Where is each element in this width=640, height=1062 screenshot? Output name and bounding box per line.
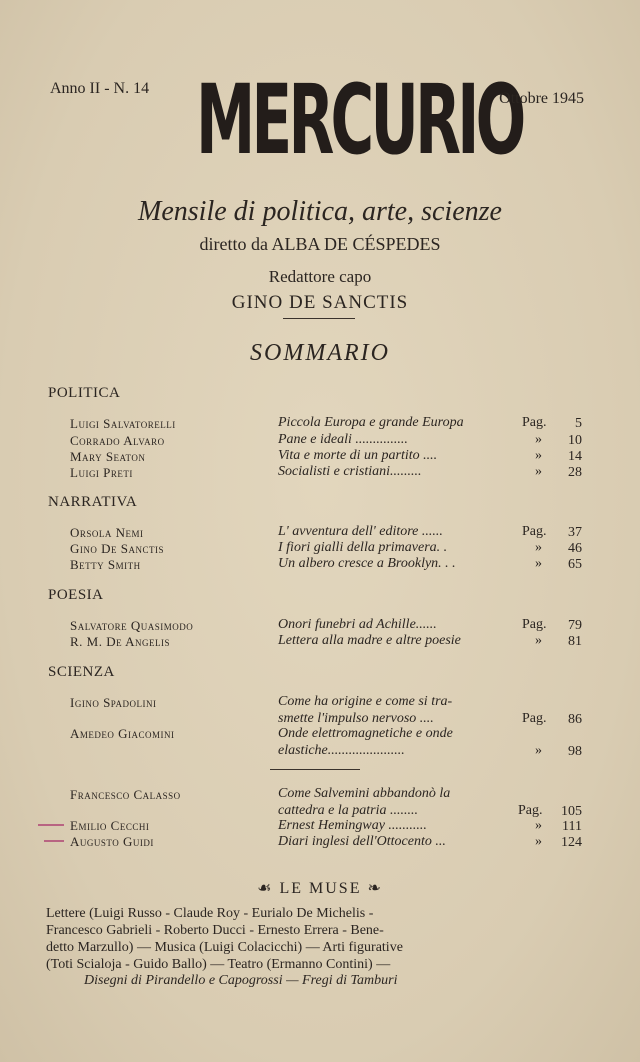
toc-title: Pane e ideali ............... <box>278 432 408 447</box>
toc-page-number: 65 <box>568 557 582 572</box>
toc-page-number: 105 <box>561 804 582 819</box>
editor-name: GINO DE SANCTIS <box>231 292 409 313</box>
toc-title: Socialisti e cristiani......... <box>278 464 422 479</box>
toc-title: Diari inglesi dell'Ottocento ... <box>278 834 446 849</box>
toc-title: Come Salvemini abbandonò la <box>278 786 451 801</box>
toc-page-label: » <box>535 432 542 447</box>
toc-title: Ernest Hemingway ........... <box>278 818 427 833</box>
toc-page-number: 14 <box>568 449 582 464</box>
toc-author: Emilio Cecchi <box>70 818 150 833</box>
toc-page-label: Pag. <box>522 415 547 430</box>
toc-title: Un albero cresce a Brooklyn. . . <box>278 556 456 571</box>
section-heading-poesia: POESIA <box>48 587 104 603</box>
toc-author: Gino De Sanctis <box>70 541 165 556</box>
toc-author: Amedeo Giacomini <box>70 726 175 741</box>
toc-page-number: 111 <box>562 819 582 834</box>
muse-heading <box>0 878 640 898</box>
pen-mark <box>44 840 64 842</box>
toc-page-number: 124 <box>561 835 582 850</box>
toc-title: Onori funebri ad Achille...... <box>278 617 437 632</box>
toc-title: smette l'impulso nervoso .... <box>278 711 434 726</box>
issue-date: Ottobre 1945 <box>499 90 584 107</box>
toc-page-number: 86 <box>568 712 582 727</box>
toc-title: Lettera alla madre e altre poesie <box>278 633 461 648</box>
toc-author: Francesco Calasso <box>70 787 181 802</box>
toc-page-number: 79 <box>568 618 582 633</box>
fleuron-right-icon: ❧ <box>361 880 383 897</box>
toc-page-label: Pag. <box>522 711 547 726</box>
toc-page-label: Pag. <box>518 803 543 818</box>
toc-author: Corrado Alvaro <box>70 433 165 448</box>
toc-page-number: 98 <box>568 744 582 759</box>
divider <box>270 769 360 770</box>
divider <box>283 318 355 319</box>
toc-title: L' avventura dell' editore ...... <box>278 524 443 539</box>
muse-line: detto Marzullo) — Musica (Luigi Colacicchi) — Arti figurative <box>46 940 403 955</box>
toc-page-number: 10 <box>568 433 582 448</box>
issue-number: Anno II - N. 14 <box>50 80 150 97</box>
muse-heading-text: LE MUSE <box>279 880 362 897</box>
toc-page-label: Pag. <box>522 524 547 539</box>
toc-page-label: » <box>535 818 542 833</box>
toc-page-number: 46 <box>568 541 582 556</box>
section-heading-politica: POLITICA <box>48 385 121 401</box>
toc-title: cattedra e la patria ........ <box>278 803 418 818</box>
toc-author: Salvatore Quasimodo <box>70 618 194 633</box>
toc-page-number: 81 <box>568 634 582 649</box>
toc-page-label: » <box>535 448 542 463</box>
contents-title: SOMMARIO <box>250 340 390 366</box>
toc-author: Luigi Salvatorelli <box>70 416 176 431</box>
toc-page-label: » <box>535 556 542 571</box>
toc-page-label: » <box>535 540 542 555</box>
section-heading-narrativa: NARRATIVA <box>48 494 138 510</box>
toc-title: Piccola Europa e grande Europa <box>278 415 464 430</box>
director-line: diretto da ALBA DE CÉSPEDES <box>199 234 441 254</box>
fleuron-left-icon: ☙ <box>257 880 280 897</box>
toc-page-label: » <box>535 464 542 479</box>
toc-title: I fiori gialli della primavera. . <box>278 540 448 555</box>
toc-title: Vita e morte di un partito .... <box>278 448 438 463</box>
toc-page-number: 37 <box>568 525 582 540</box>
toc-page-label: » <box>535 834 542 849</box>
toc-author: R. M. De Angelis <box>70 634 171 649</box>
muse-line: Francesco Gabrieli - Roberto Ducci - Ernesto Errera - Bene- <box>46 923 384 938</box>
toc-page-label: » <box>535 743 542 758</box>
toc-author: Betty Smith <box>70 557 141 572</box>
masthead-title: MERCURIO <box>196 64 523 176</box>
toc-author: Orsola Nemi <box>70 525 144 540</box>
toc-page-number: 28 <box>568 465 582 480</box>
toc-title: Onde elettromagnetiche e onde <box>278 726 453 741</box>
toc-author: Luigi Preti <box>70 465 133 480</box>
section-heading-scienza: SCIENZA <box>48 664 115 680</box>
magazine-subtitle: Mensile di politica, arte, scienze <box>138 196 502 227</box>
toc-title: Come ha origine e come si tra- <box>278 694 453 709</box>
editor-label: Redattore capo <box>268 267 372 286</box>
toc-page-label: Pag. <box>522 617 547 632</box>
toc-author: Augusto Guidi <box>70 834 154 849</box>
toc-author: Mary Seaton <box>70 449 146 464</box>
toc-page-number: 5 <box>575 416 582 431</box>
toc-page-label: » <box>535 633 542 648</box>
muse-line: (Toti Scialoja - Guido Ballo) — Teatro (Ermanno Contini) — <box>46 957 391 972</box>
muse-line: Disegni di Pirandello e Capogrossi — Fregi di Tamburi <box>84 973 398 988</box>
pen-mark <box>38 824 64 826</box>
toc-title: elastiche...................... <box>278 743 405 758</box>
toc-author: Igino Spadolini <box>70 695 157 710</box>
muse-line: Lettere (Luigi Russo - Claude Roy - Eurialo De Michelis - <box>46 906 374 921</box>
